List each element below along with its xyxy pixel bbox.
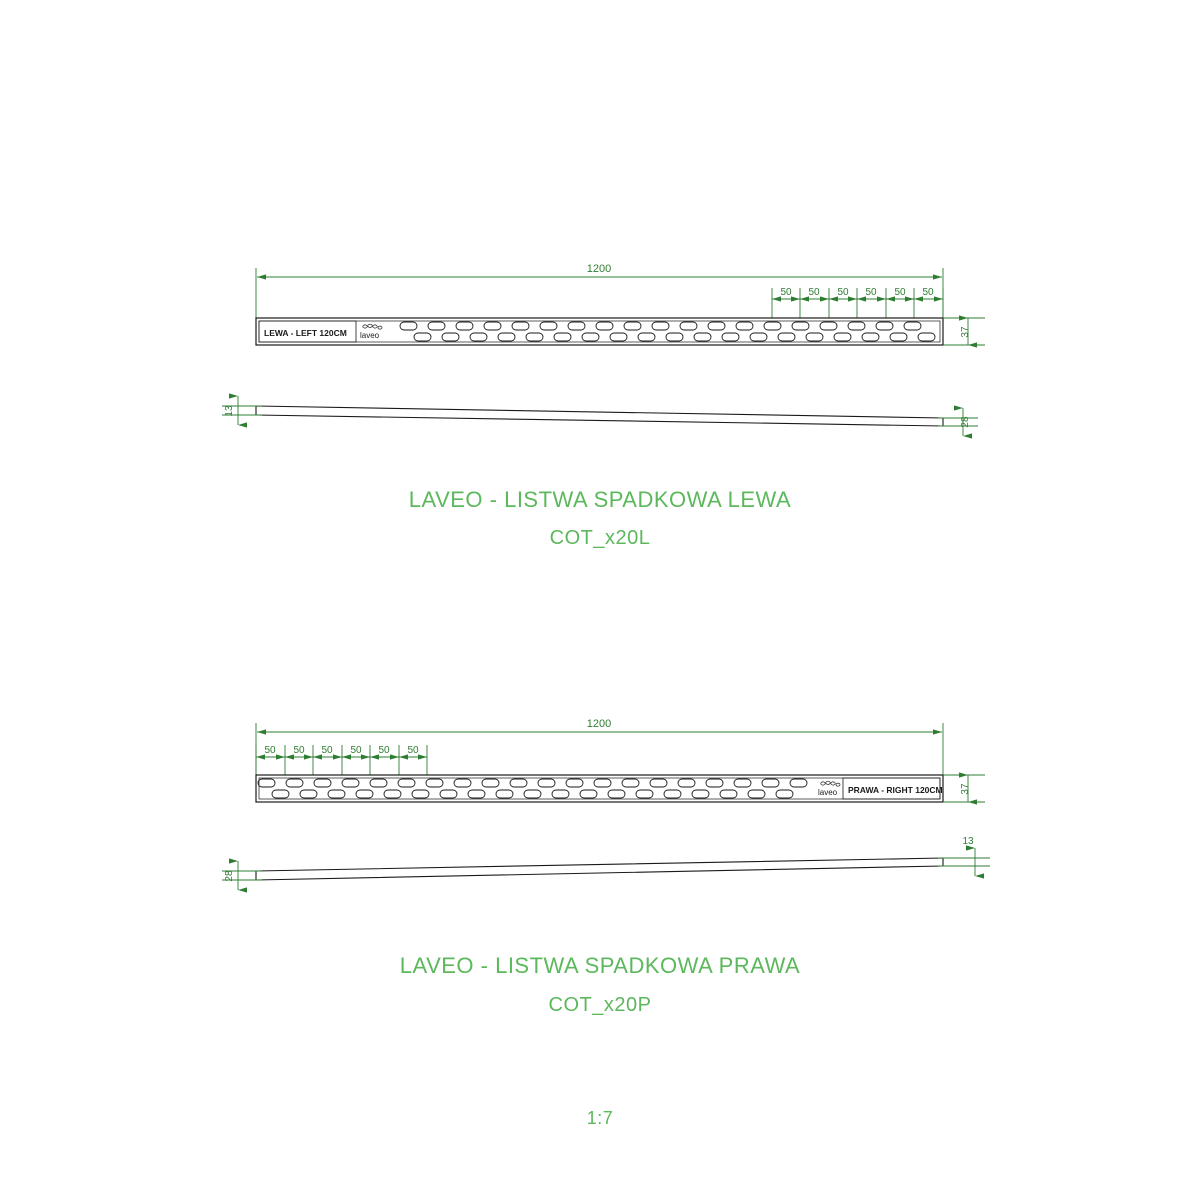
dim-label-seg-r5: 50	[378, 745, 390, 756]
dim-segments-right	[256, 745, 427, 775]
caption-title-left: LAVEO - LISTWA SPADKOWA LEWA	[408, 487, 792, 512]
stamp-text-right: PRAWA - RIGHT 120CM	[848, 785, 943, 795]
dim-label-seg-l4: 50	[865, 287, 877, 298]
item-left-section-view	[222, 396, 978, 436]
dim-label-seg-l2: 50	[808, 287, 820, 298]
caption-code-left: COT_x20L	[549, 527, 651, 549]
caption-title-right: LAVEO - LISTWA SPADKOWA PRAWA	[399, 953, 801, 978]
dim-label-seg-l6: 50	[922, 287, 934, 298]
dim-label-overall-left: 1200	[586, 263, 612, 275]
dim-label-seg-l1: 50	[780, 287, 792, 298]
brand-label-left: laveo	[360, 331, 380, 340]
caption-code-right: COT_x20P	[548, 994, 652, 1016]
dim-label-height-right: 37	[960, 783, 971, 795]
brand-mark-right	[821, 781, 840, 786]
dim-label-seg-r1: 50	[264, 745, 276, 756]
dim-segments-left	[772, 288, 943, 318]
dim-label-overall-right: 1200	[586, 718, 612, 730]
dim-label-seg-l5: 50	[894, 287, 906, 298]
dim-label-seg-r3: 50	[321, 745, 333, 756]
dim-label-seg-r6: 50	[407, 745, 419, 756]
dim-label-height-left: 37	[960, 326, 971, 338]
scale-label: 1:7	[586, 1108, 614, 1128]
dim-label-section-right-28: 28	[224, 870, 235, 882]
dim-label-section-left-28: 28	[960, 416, 971, 428]
dim-label-section-right-13: 13	[962, 836, 974, 847]
brand-label-right: laveo	[818, 788, 838, 797]
item-right-section-view	[222, 848, 990, 890]
dim-label-section-left-13: 13	[224, 405, 235, 417]
dim-label-seg-r4: 50	[350, 745, 362, 756]
dim-label-seg-r2: 50	[293, 745, 305, 756]
brand-mark-left	[363, 324, 382, 329]
dim-label-seg-l3: 50	[837, 287, 849, 298]
stamp-text-left: LEWA - LEFT 120CM	[264, 328, 347, 338]
